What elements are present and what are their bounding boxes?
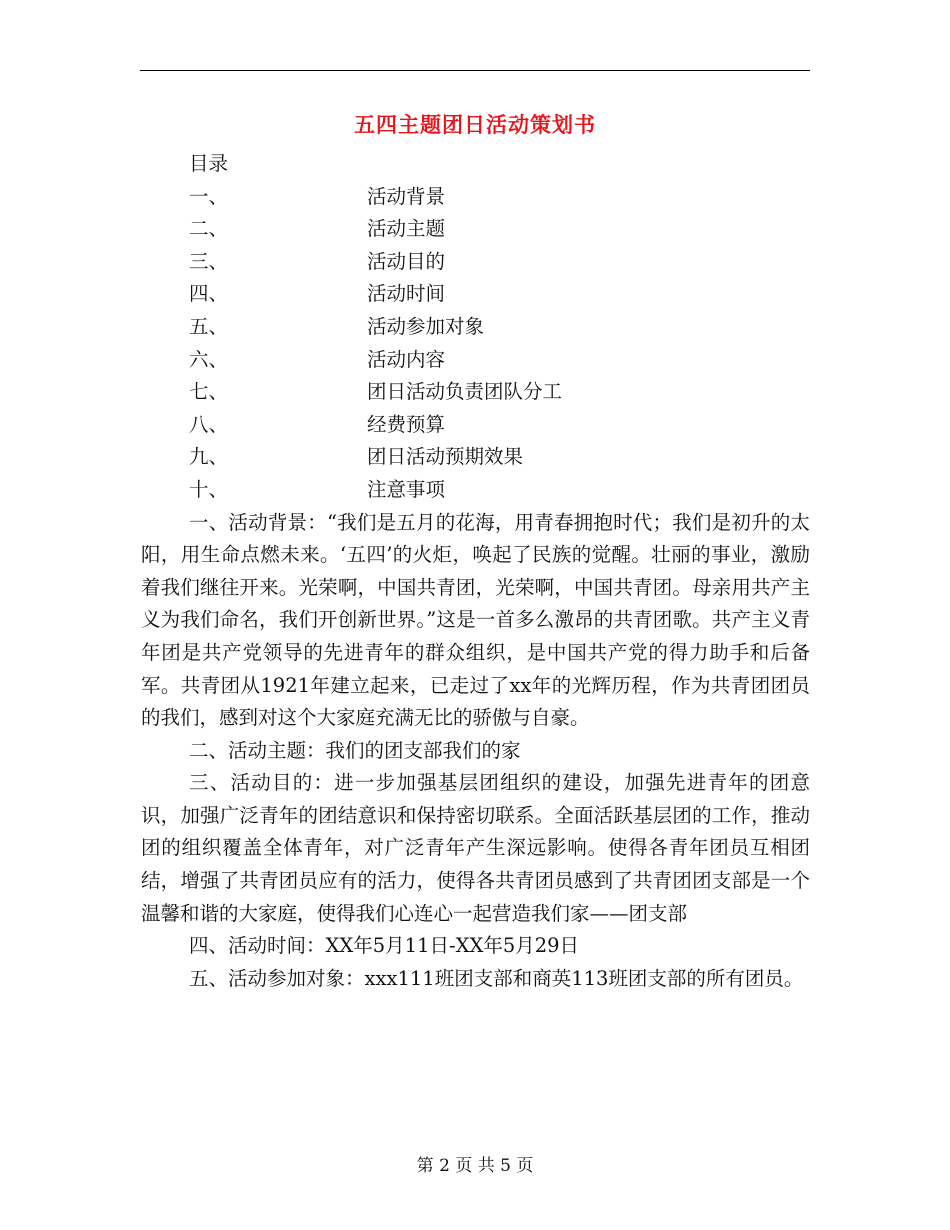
paragraph-theme: 二、活动主题：我们的团支部我们的家	[189, 738, 521, 762]
paragraph-participants: 五、活动参加对象：xxx111班团支部和商英113班团支部的所有团员。	[189, 966, 804, 990]
table-of-contents	[141, 181, 810, 507]
page-number: 第 2 页 共 5 页	[416, 1156, 534, 1176]
paragraph-background: 一、活动背景：“我们是五月的花海，用青春拥抱时代；我们是初升的太阳，用生命点燃未来。‘五四’的火炬，唤起了民族的觉醒。壮丽的事业，激励着我们继往开来。光荣啊，中国共青团，光荣啊，中国共青团。母亲用共产主义为我们命名，我们开创新世界。”这是一首多么激昂的共青团歌。共产主义青年团是共产党领导的先进青年的群众组织，是中国共产党的得力助手和后备军。共青团从1921年建立起来，已走过了xx年的光辉历程，作为共青团团员的我们，感到对这个大家庭充满无比的骄傲与自豪。	[141, 510, 810, 730]
toc-item	[141, 246, 810, 279]
toc-item-label: 活动目的	[367, 249, 446, 273]
toc-item	[141, 376, 810, 409]
toc-item-number: 十、	[189, 477, 229, 501]
toc-item-label: 注意事项	[367, 477, 446, 501]
toc-item-number: 二、	[189, 217, 229, 241]
paragraph-time: 四、活动时间：XX年5月11日-XX年5月29日	[189, 934, 580, 958]
toc-item-number: 五、	[189, 314, 229, 338]
toc-item	[141, 311, 810, 344]
toc-item	[141, 474, 810, 507]
toc-item	[141, 409, 810, 442]
toc-item-label: 活动时间	[367, 282, 446, 306]
header-rule	[140, 70, 810, 71]
paragraph-purpose: 三、活动目的：进一步加强基层团组织的建设，加强先进青年的团意识，加强广泛青年的团结意识和保持密切联系。全面活跃基层团的工作，推动团的组织覆盖全体青年，对广泛青年产生深远影响。使得各青年团员互相团结，增强了共青团员应有的活力，使得各共青团员感到了共青团团支部是一个温馨和谐的大家庭，使得我们心连心一起营造我们家——团支部	[141, 771, 810, 925]
toc-item-number: 三、	[189, 249, 229, 273]
toc-item-number: 六、	[189, 347, 229, 371]
toc-heading: 目录	[189, 152, 229, 175]
toc-item-label: 团日活动负责团队分工	[367, 380, 563, 404]
toc-item-label: 经费预算	[367, 412, 446, 436]
toc-item-number: 八、	[189, 412, 229, 436]
toc-item-number: 九、	[189, 445, 229, 469]
toc-item-number: 一、	[189, 184, 229, 208]
document-body	[141, 148, 810, 995]
toc-item	[141, 213, 810, 246]
toc-item-number: 七、	[189, 380, 229, 404]
toc-item-label: 活动参加对象	[367, 314, 485, 338]
toc-item	[141, 441, 810, 474]
toc-item-label: 活动内容	[367, 347, 446, 371]
toc-item-number: 四、	[189, 282, 229, 306]
toc-item	[141, 181, 810, 214]
toc-item	[141, 278, 810, 311]
toc-item-label: 活动主题	[367, 217, 446, 241]
toc-item-label: 团日活动预期效果	[367, 445, 524, 469]
toc-item	[141, 344, 810, 377]
document-title: 五四主题团日活动策划书	[354, 112, 596, 137]
toc-item-label: 活动背景	[367, 184, 446, 208]
